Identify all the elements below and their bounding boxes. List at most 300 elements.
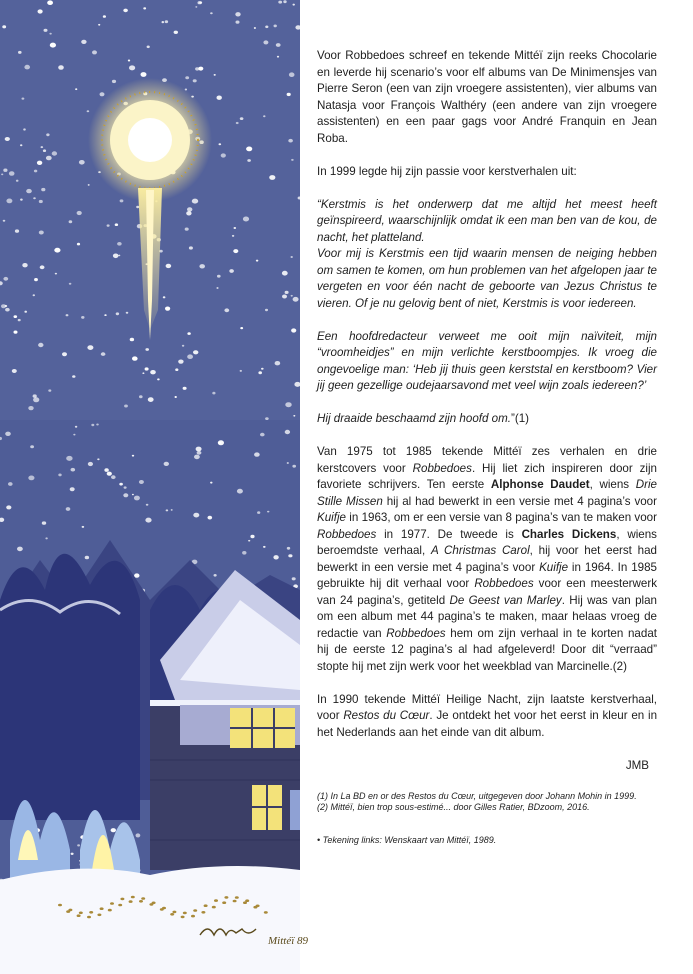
snowflake xyxy=(44,29,48,32)
snowflake xyxy=(260,433,265,437)
snowflake xyxy=(208,516,213,520)
snowflake xyxy=(143,7,146,9)
snowflake xyxy=(45,537,47,539)
footprint xyxy=(68,909,72,912)
snowflake xyxy=(274,25,277,28)
snowflake xyxy=(275,361,281,365)
snowflake xyxy=(291,159,294,161)
snowflake xyxy=(277,56,279,58)
snowflake xyxy=(164,462,169,466)
footprint xyxy=(152,902,156,905)
footprint xyxy=(141,897,145,900)
snowflake xyxy=(5,308,10,312)
snowflake xyxy=(91,424,94,426)
snowflake xyxy=(183,387,187,390)
snowflake xyxy=(28,406,33,410)
snowflake xyxy=(148,397,154,402)
quote-1b: Voor mij is Kerstmis een tijd waarin mensen de neiging hebben om samen te komen, om hun problemen van het afgelopen jaar te vergeten en voor één nacht de geboorte van Jezus Christus te vieren. Of je nu gelovig bent of niet, Kerstmis is voor iedereen. xyxy=(317,247,657,310)
image-credit: • Tekening links: Wenskaart van Mittéï, 1989. xyxy=(317,834,497,845)
snowflake xyxy=(240,370,242,372)
snowflake xyxy=(118,255,120,257)
author-signature: JMB xyxy=(625,758,649,772)
snowflake xyxy=(248,540,250,542)
snowflake xyxy=(182,345,184,347)
snowflake xyxy=(246,147,252,152)
footprint xyxy=(191,915,195,918)
snowflake xyxy=(175,368,178,371)
snowflake xyxy=(107,224,110,226)
snowflake xyxy=(210,12,213,14)
snowflake xyxy=(111,475,116,479)
snowflake xyxy=(96,424,99,426)
snowflake xyxy=(293,4,295,6)
snowflake xyxy=(33,397,39,402)
snowflake xyxy=(196,447,202,452)
snowflake xyxy=(8,482,13,486)
snowflake xyxy=(141,72,147,77)
snowflake xyxy=(100,92,105,96)
snowflake xyxy=(33,197,36,199)
snowflake xyxy=(66,314,69,316)
snowflake xyxy=(87,110,90,112)
snowflake xyxy=(3,169,7,172)
snowflake xyxy=(291,256,293,258)
snowflake xyxy=(14,315,18,318)
snowflake xyxy=(104,468,108,472)
footnotes xyxy=(317,791,657,814)
snowflake xyxy=(26,189,32,193)
snowflake xyxy=(269,175,275,180)
snowflake xyxy=(265,309,268,311)
snowflake xyxy=(216,287,218,289)
snowflake xyxy=(46,156,52,161)
author-daudet: Alphonse Daudet xyxy=(490,478,590,491)
snowflake xyxy=(240,327,243,329)
footprint xyxy=(204,904,208,907)
snowflake xyxy=(298,197,302,200)
snowflake xyxy=(282,271,288,276)
snowflake xyxy=(197,451,202,455)
snowflake xyxy=(2,25,6,28)
snowflake xyxy=(117,242,122,246)
snowflake xyxy=(46,133,49,136)
snowflake xyxy=(132,494,134,496)
snowflake xyxy=(285,291,289,294)
snowflake xyxy=(1,174,3,176)
snowflake xyxy=(291,328,296,332)
snowflake xyxy=(276,43,281,47)
snowflake xyxy=(116,312,119,315)
snowflake xyxy=(119,483,123,486)
snowflake xyxy=(66,507,71,511)
snowflake xyxy=(195,6,197,8)
signature-text: Mittéï 89 xyxy=(268,935,309,947)
snowflake xyxy=(132,455,134,457)
snowflake xyxy=(132,356,138,360)
snowflake xyxy=(212,392,215,395)
snowy-ground xyxy=(0,866,300,974)
snowflake xyxy=(52,151,57,155)
snowflake xyxy=(232,235,234,237)
snowflake xyxy=(41,188,45,191)
author-dickens: Charles Dickens xyxy=(521,527,617,541)
footprint xyxy=(139,900,143,903)
snowflake xyxy=(129,65,135,70)
snowflake xyxy=(73,434,75,436)
snowflake xyxy=(128,60,130,62)
snowflake xyxy=(165,20,168,23)
snowflake xyxy=(150,370,156,374)
snowflake xyxy=(235,12,240,16)
footprint xyxy=(58,904,62,907)
snowflake xyxy=(71,468,76,472)
footprint xyxy=(172,911,176,914)
paragraph-1990: In 1990 tekende Mittéï Heilige Nacht, zijn laatste kerstverhaal, voor Restos du Cœur. Je ontdekt het voor het eerst in kleur en in het Nederlands aan het einde van dit album. xyxy=(317,692,658,739)
snowflake xyxy=(77,243,80,246)
snowflake xyxy=(139,480,144,484)
snowflake xyxy=(254,452,260,456)
snowflake xyxy=(193,79,197,82)
snowflake xyxy=(288,139,293,143)
snowflake xyxy=(134,496,140,501)
snowflake xyxy=(69,220,73,223)
snowflake xyxy=(185,76,189,79)
snowflake xyxy=(145,518,151,523)
snowflake xyxy=(166,264,172,268)
snowflake xyxy=(120,199,124,202)
snowflake xyxy=(87,345,93,350)
snowflake xyxy=(263,115,265,117)
snowflake xyxy=(62,352,67,356)
snowflake xyxy=(16,180,19,182)
quote-1a: “Kerstmis is het onderwerp dat me altijd het meest heeft geïnspireerd, waarschijnlijk omdat ik een man ben van de kou, de nacht, het platteland. xyxy=(317,197,657,244)
snowflake xyxy=(30,445,34,448)
snowflake xyxy=(22,98,25,100)
snowflake xyxy=(194,455,200,460)
snowflake xyxy=(88,462,93,466)
snowflake xyxy=(20,199,23,201)
snowflake xyxy=(43,149,46,152)
snowflake xyxy=(250,535,254,538)
snowflake xyxy=(5,305,8,307)
snowflake xyxy=(130,338,134,342)
snowflake xyxy=(103,15,106,18)
footprint xyxy=(201,911,205,914)
snowflake xyxy=(77,844,80,846)
snowflake xyxy=(178,360,183,364)
snowflake xyxy=(258,371,262,374)
footprint xyxy=(245,899,249,902)
snowflake xyxy=(97,458,99,460)
snowflake xyxy=(88,184,90,186)
snowflake xyxy=(126,312,129,314)
snowflake xyxy=(104,314,106,316)
snowflake xyxy=(193,350,198,354)
snowflake xyxy=(47,0,53,5)
snowflake xyxy=(38,9,43,13)
snowflake xyxy=(145,367,149,370)
footprint xyxy=(212,906,216,909)
footprint xyxy=(77,914,81,917)
footprint xyxy=(97,914,101,917)
footprint xyxy=(110,902,114,905)
snowflake xyxy=(175,396,177,398)
snowflake xyxy=(72,375,75,378)
snowflake xyxy=(75,426,77,428)
artwork-svg xyxy=(0,0,309,974)
snowflake xyxy=(113,254,119,259)
snowflake xyxy=(263,40,268,44)
snowflake xyxy=(218,440,224,445)
footprint xyxy=(170,913,174,916)
footprint xyxy=(120,898,124,901)
snowflake xyxy=(293,297,299,302)
snowflake xyxy=(37,161,42,165)
snowflake xyxy=(145,348,149,351)
footprint xyxy=(214,899,218,902)
snowflake xyxy=(240,117,244,120)
snowflake xyxy=(123,9,128,13)
snowflake xyxy=(5,137,10,141)
snowflake xyxy=(70,487,75,491)
snowflake xyxy=(278,1,282,4)
snowflake xyxy=(77,211,82,215)
snowflake xyxy=(81,40,86,44)
paragraph-1975: Van 1975 tot 1985 tekende Mittéï zes verhalen en drie kerstcovers voor Robbedoes. Hij liet zich inspireren door zijn favoriete schrijvers. Ten eerste Alphonse Daudet, wiens Drie Stille Missen hij al had bewerkt in een versie met 4 pagina’s voor Kuifje in 1963, om er een versie van 8 pagina’s van te maken voor Robbedoes in 1977. De tweede is Charles Dickens, wiens beroemdste verhaal, A Christmas Carol, hij voor het eerst had bewerkt in een versie met 4 pagina’s voor Kuifje in 1964. In 1985 gebruikte hij dit verhaal voor Robbedoes voor een meesterwerk van 24 pagina’s, getiteld De Geest van Marley. Hij was van plan om een album met 44 pagina’s te maken, maar helaas vroeg de redactie van Robbedoes hem om zijn verhaal in te korten nadat hij de eerste 12 pagina’s al had afgeleverd! Door dit “verraad” stopte hij met zijn werk voor het weekblad van Marcinelle.(2) xyxy=(317,445,658,673)
snowflake xyxy=(199,264,205,268)
snowflake xyxy=(75,88,77,90)
snowflake xyxy=(14,331,18,334)
snowflake xyxy=(287,547,290,550)
snowflake xyxy=(283,0,286,3)
snowflake xyxy=(287,462,289,464)
snowflake xyxy=(285,430,290,434)
snowflake xyxy=(288,554,292,557)
snowflake xyxy=(111,828,116,832)
snowflake xyxy=(261,368,264,370)
snowflake xyxy=(285,402,291,407)
snowflake xyxy=(265,417,269,420)
snowflake xyxy=(79,160,85,165)
footprint xyxy=(235,896,239,899)
footprint xyxy=(89,911,93,914)
snowflake xyxy=(17,547,23,552)
snowflake xyxy=(214,74,216,76)
snowflake xyxy=(33,294,35,296)
snowflake xyxy=(267,511,269,513)
snowflake xyxy=(81,316,84,319)
quote-2 xyxy=(317,329,657,395)
snowflake xyxy=(282,295,287,299)
snowflake xyxy=(33,394,37,397)
footnote-2: (2) Mittéï, bien trop sous-estimé... door Gilles Ratier, BDzoom, 2016. xyxy=(317,802,590,812)
footprint xyxy=(224,896,228,899)
snowflake xyxy=(289,72,295,77)
footprint xyxy=(79,912,83,915)
snowflake xyxy=(185,228,189,231)
snowflake xyxy=(186,211,191,215)
snowflake xyxy=(189,246,193,249)
snowflake xyxy=(58,65,64,70)
snowflake xyxy=(40,265,45,269)
snowflake xyxy=(34,170,37,173)
quote-3-text: Hij draaide beschaamd zijn hoofd om. xyxy=(317,412,511,425)
snowflake xyxy=(236,122,239,124)
snowflake xyxy=(234,227,237,229)
snowflake xyxy=(28,476,34,481)
snowflake xyxy=(263,546,266,548)
snowflake xyxy=(254,27,256,29)
snowflake xyxy=(221,153,226,157)
snowflake xyxy=(136,833,141,837)
snowflake xyxy=(85,556,89,560)
snowflake xyxy=(39,200,43,203)
christmas-card-artwork xyxy=(0,0,309,974)
snowflake xyxy=(98,24,100,26)
snowflake xyxy=(123,493,128,497)
snowflake xyxy=(41,146,44,148)
snowflake xyxy=(291,295,293,297)
snowflake xyxy=(69,283,72,285)
snowflake xyxy=(224,308,229,312)
snowflake xyxy=(292,465,296,468)
snowflake xyxy=(163,296,166,298)
snowflake xyxy=(42,521,46,524)
snowflake xyxy=(242,551,246,555)
paragraph-intro: Voor Robbedoes schreef en tekende Mittéï zijn reeks Chocolarie en leverde hij scenario’s voor elf albums van De Minimensjes van Pierre Seron (een van zijn vroegere assistenten), vier albums van Natasja voor François Walthéry (een andere van zijn vroegere assistenten) en een paar gags voor André Franquin en Jean Roba. xyxy=(317,49,657,145)
snowflake xyxy=(3,220,6,222)
snowflake xyxy=(107,472,112,476)
snowflake xyxy=(273,555,278,559)
snowflake xyxy=(229,269,234,273)
footprint xyxy=(118,904,122,907)
snowflake xyxy=(23,128,26,130)
article-text xyxy=(317,48,657,848)
snowflake xyxy=(142,372,144,374)
footprint xyxy=(162,907,166,910)
snowflake xyxy=(34,278,38,281)
paragraph-1999: In 1999 legde hij zijn passie voor kerstverhalen uit: xyxy=(317,164,577,178)
snowflake xyxy=(6,199,12,204)
snowflake xyxy=(66,456,72,461)
snowflake xyxy=(210,482,212,484)
footprint xyxy=(181,916,185,919)
snowflake xyxy=(171,509,173,511)
snowflake xyxy=(58,474,61,477)
snowflake xyxy=(214,574,217,577)
snowflake xyxy=(24,311,27,313)
snowflake xyxy=(187,354,193,359)
snowflake xyxy=(39,231,44,235)
snowflake xyxy=(236,21,240,24)
snowflake xyxy=(124,405,128,408)
snowflake xyxy=(22,263,27,267)
footprint xyxy=(222,901,226,904)
snowflake xyxy=(3,277,8,281)
snowflake xyxy=(54,248,60,253)
snowflake xyxy=(157,378,160,380)
snowflake xyxy=(18,319,21,321)
snowflake xyxy=(256,260,258,262)
snowflake xyxy=(9,171,15,176)
footprint xyxy=(108,909,112,912)
snowflake xyxy=(112,80,116,83)
snowflake xyxy=(147,46,150,49)
snowflake xyxy=(12,369,17,373)
snowflake xyxy=(71,853,74,855)
snowflake xyxy=(146,504,149,506)
snowflake xyxy=(101,352,106,356)
footprint xyxy=(264,911,268,914)
snowflake xyxy=(24,65,30,70)
snowflake xyxy=(20,144,22,146)
snowflake xyxy=(198,67,203,71)
snowflake xyxy=(247,159,251,162)
snowflake xyxy=(139,395,143,398)
snowflake xyxy=(293,415,295,417)
snowflake xyxy=(92,50,97,54)
snowflake xyxy=(162,21,165,23)
snowflake xyxy=(217,96,222,100)
quote-1 xyxy=(317,197,657,313)
snowflake xyxy=(15,229,19,232)
snowflake xyxy=(166,509,169,511)
snowflake xyxy=(124,486,127,488)
snowflake xyxy=(237,489,243,494)
footnote-1: (1) In La BD en or des Restos du Cœur, uitgegeven door Johann Mohin in 1999. xyxy=(317,790,637,801)
quote-3 xyxy=(317,411,657,428)
footprint xyxy=(183,912,187,915)
snowflake xyxy=(55,273,57,275)
snowflake xyxy=(48,389,51,391)
footprint xyxy=(256,905,260,908)
snowflake xyxy=(257,511,260,514)
snowflake xyxy=(115,223,118,226)
snowflake xyxy=(134,573,139,577)
snowflake xyxy=(265,26,268,29)
snowflake xyxy=(292,577,296,580)
snowflake xyxy=(136,206,139,208)
footprint xyxy=(131,896,135,899)
snowflake xyxy=(243,217,249,222)
snowflake xyxy=(294,382,300,387)
snowflake xyxy=(174,31,178,34)
snowflake xyxy=(18,51,22,54)
quote-2-text: Een hoofdredacteur verweet me ooit mijn naïviteit, mijn “vroomheidjes” en mijn verlichte kerstboompjes. Ik vroeg die ongevoelige man: ‘Heb jij thuis geen kerststal en kerstboom? Vier jij geen gezellige oudejaarsavond met veel wijn zoals iedereen?’ xyxy=(317,329,657,392)
snowflake xyxy=(233,249,238,253)
snowflake xyxy=(50,43,56,48)
snowflake xyxy=(6,505,11,509)
footprint xyxy=(100,907,104,910)
quote-3-end: ”(1) xyxy=(510,412,530,425)
footprint xyxy=(193,909,197,912)
snowflake xyxy=(82,526,85,528)
snowflake xyxy=(217,275,221,278)
snowflake xyxy=(295,25,301,29)
snowflake xyxy=(193,513,199,518)
snowflake xyxy=(198,1,202,4)
snowflake xyxy=(49,33,51,35)
snowflake xyxy=(219,143,222,145)
snowflake xyxy=(187,207,192,211)
snowflake xyxy=(5,432,11,436)
snowflake xyxy=(192,199,198,204)
snowflake xyxy=(187,332,190,335)
footprint xyxy=(233,900,237,903)
snowflake xyxy=(287,93,291,96)
snowflake xyxy=(38,343,43,347)
footprint xyxy=(129,900,133,903)
